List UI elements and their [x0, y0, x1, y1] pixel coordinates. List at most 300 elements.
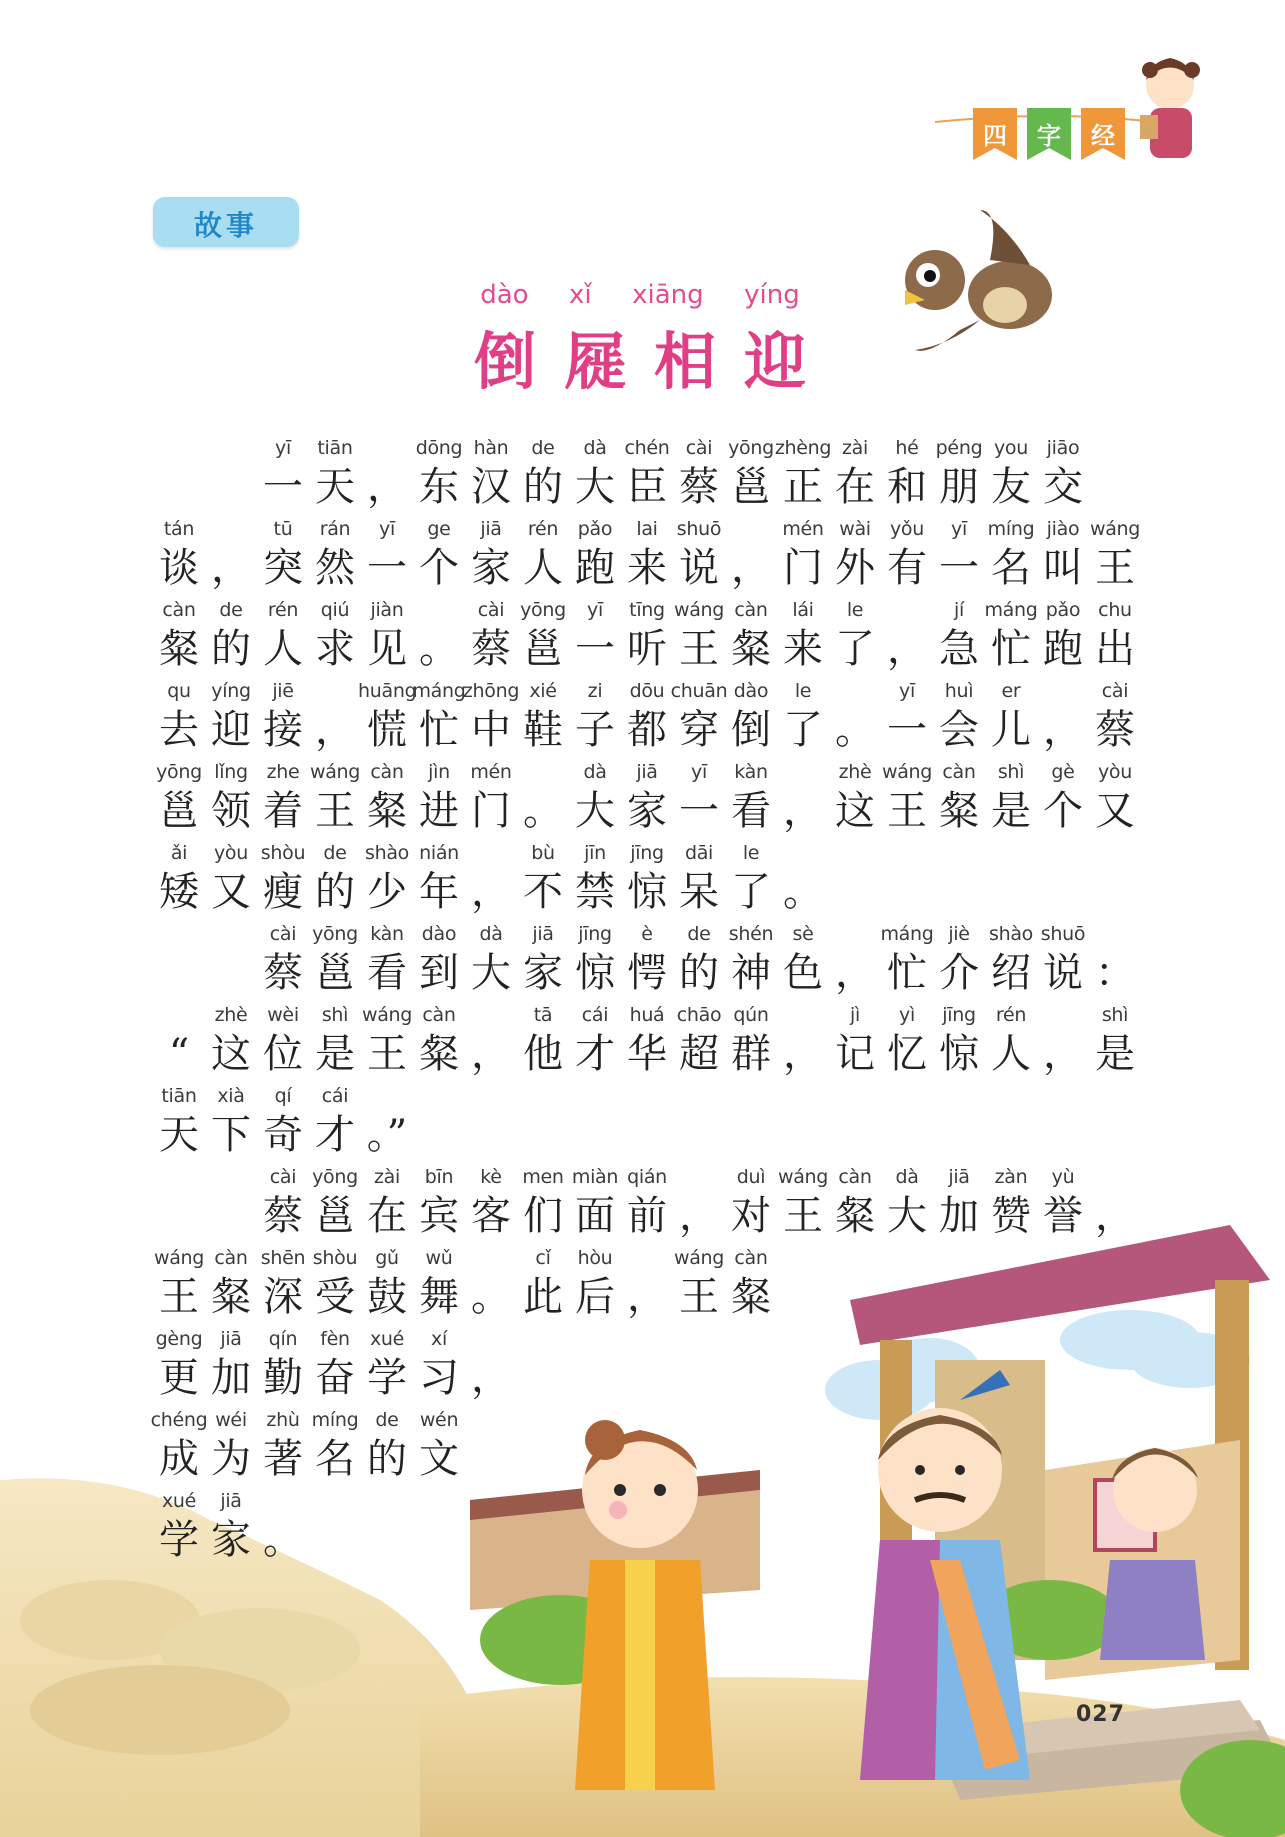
text-cell [306, 680, 364, 754]
hanzi: 王 [679, 626, 719, 672]
text-cell [930, 437, 988, 511]
pinyin [150, 1166, 208, 1192]
pinyin: jīn [584, 842, 606, 864]
text-cell [410, 1247, 468, 1321]
pinyin: wáng [881, 761, 933, 783]
hanzi: 神 [731, 950, 771, 996]
hanzi: 位 [263, 1031, 303, 1077]
text-cell [410, 1166, 468, 1240]
hanzi: 后 [575, 1274, 615, 1320]
pinyin: cǐ [535, 1247, 551, 1269]
pinyin: jí [954, 599, 964, 621]
pinyin: gèng [155, 1328, 203, 1350]
section-badge-label: 故事 [193, 209, 258, 242]
text-cell [878, 761, 936, 835]
pinyin: yì [899, 1004, 915, 1026]
pinyin: tā [533, 1004, 553, 1026]
text-cell [566, 923, 624, 997]
pinyin: lái [792, 599, 814, 621]
text-cell [930, 1166, 988, 1240]
text-cell [462, 437, 520, 511]
pinyin: càn [162, 599, 196, 621]
text-cell [722, 761, 780, 835]
hanzi: 领 [211, 788, 251, 834]
hanzi: 邕 [731, 464, 771, 510]
pinyin: dōu [629, 680, 665, 702]
pinyin [722, 518, 780, 544]
text-cell [566, 599, 624, 673]
text-cell [150, 518, 208, 592]
pinyin: wáng [309, 761, 361, 783]
hanzi: 一 [367, 545, 407, 591]
pinyin: men [522, 1166, 564, 1188]
pinyin: zhèng [774, 437, 832, 459]
pinyin: xié [529, 680, 557, 702]
text-cell [254, 680, 312, 754]
pinyin: xué [369, 1328, 405, 1350]
text-cell [410, 1328, 468, 1402]
text-line [150, 518, 1140, 598]
pinyin [254, 1490, 312, 1516]
pinyin [462, 842, 520, 868]
text-cell [722, 1166, 780, 1240]
text-cell [150, 1166, 208, 1192]
hanzi: 个 [1043, 788, 1083, 834]
hanzi: 奇 [263, 1112, 303, 1158]
text-cell [826, 437, 884, 511]
hanzi: 王 [315, 788, 355, 834]
text-cell [306, 1004, 364, 1078]
text-cell [566, 1247, 624, 1321]
hanzi: 加 [211, 1355, 251, 1401]
pinyin: míng [311, 1409, 359, 1431]
pinyin [202, 518, 260, 544]
text-cell [774, 923, 832, 997]
text-cell [982, 923, 1040, 997]
pinyin: yòu [1097, 761, 1132, 783]
hanzi: 惊 [627, 869, 667, 915]
pinyin: jiā [220, 1328, 242, 1350]
hanzi: ， [367, 464, 407, 510]
hanzi: 是 [991, 788, 1031, 834]
text-cell [514, 761, 572, 835]
pinyin: yōng [312, 923, 358, 945]
hanzi: ， [835, 950, 875, 996]
text-cell [358, 518, 416, 592]
hanzi: 王 [887, 788, 927, 834]
hanzi: 出 [1095, 626, 1135, 672]
hanzi: 前 [627, 1193, 667, 1239]
pinyin: ge [427, 518, 451, 540]
pinyin: yī [691, 761, 707, 783]
text-cell [150, 1247, 208, 1321]
text-cell [618, 761, 676, 835]
pinyin: de [323, 842, 347, 864]
pinyin [826, 923, 884, 949]
flag-2 [1027, 108, 1071, 160]
hanzi: 忙 [991, 626, 1031, 672]
hanzi: 鞋 [523, 707, 563, 753]
pinyin: cài [269, 1166, 297, 1188]
pinyin: wáng [673, 1247, 725, 1269]
pinyin: càn [838, 1166, 872, 1188]
pinyin: pǎo [577, 518, 613, 540]
pinyin: kàn [370, 923, 404, 945]
text-cell [254, 761, 312, 835]
pinyin: yī [587, 599, 603, 621]
hanzi: 蔡 [263, 1193, 303, 1239]
text-cell [722, 1247, 780, 1321]
text-cell [254, 923, 312, 997]
pinyin [1034, 680, 1092, 706]
hanzi: 忆 [887, 1031, 927, 1077]
pinyin: chāo [676, 1004, 722, 1026]
pinyin [618, 1247, 676, 1273]
hanzi: 谈 [159, 545, 199, 591]
hanzi: 粲 [211, 1274, 251, 1320]
pinyin: shén [728, 923, 774, 945]
text-cell [774, 599, 832, 673]
text-cell [670, 437, 728, 511]
pinyin: càn [942, 761, 976, 783]
pinyin: wáng [153, 1247, 205, 1269]
hanzi: 慌 [367, 707, 407, 753]
text-cell [514, 599, 572, 673]
text-cell [722, 842, 780, 916]
pinyin: wáng [361, 1004, 413, 1026]
hanzi: 一 [263, 464, 303, 510]
text-line [150, 1247, 1140, 1327]
text-cell [566, 518, 624, 592]
text-cell [930, 761, 988, 835]
text-cell [826, 599, 884, 673]
section-badge [153, 197, 299, 247]
hanzi: 臣 [627, 464, 667, 510]
hanzi: 到 [419, 950, 459, 996]
text-cell [1034, 923, 1092, 997]
text-cell [202, 1247, 260, 1321]
text-cell [462, 1328, 520, 1402]
hanzi: 家 [627, 788, 667, 834]
text-cell [410, 761, 468, 835]
hanzi: 急 [939, 626, 979, 672]
hanzi: 成 [159, 1436, 199, 1482]
text-cell [358, 842, 416, 916]
hanzi: 他 [523, 1031, 563, 1077]
pinyin: yōng [156, 761, 202, 783]
pinyin: jì [850, 1004, 860, 1026]
hanzi: 叫 [1043, 545, 1083, 591]
text-cell [982, 1166, 1040, 1240]
hanzi: 粲 [835, 1193, 875, 1239]
hanzi: ： [1095, 950, 1135, 996]
pinyin: kè [480, 1166, 502, 1188]
hanzi: 群 [731, 1031, 771, 1077]
text-cell [670, 761, 728, 835]
text-cell [826, 1166, 884, 1240]
hanzi: 蔡 [471, 626, 511, 672]
pinyin: xué [161, 1490, 197, 1512]
text-line [150, 1004, 1140, 1084]
text-cell [202, 518, 260, 592]
text-cell [514, 923, 572, 997]
text-cell [670, 842, 728, 916]
pinyin: jiè [948, 923, 970, 945]
text-cell [254, 599, 312, 673]
text-cell [670, 1004, 728, 1078]
pinyin: cài [477, 599, 505, 621]
title-char: 迎 [743, 325, 806, 398]
text-cell [202, 1409, 260, 1483]
hanzi: ， [783, 788, 823, 834]
text-cell [982, 599, 1040, 673]
hanzi: 。 [783, 869, 823, 915]
pinyin: shuō [1040, 923, 1086, 945]
hanzi: 为 [211, 1436, 251, 1482]
hanzi: 门 [783, 545, 823, 591]
hanzi: 这 [835, 788, 875, 834]
text-cell [150, 1085, 208, 1159]
text-cell [670, 1166, 728, 1240]
hanzi: ， [731, 545, 771, 591]
hanzi: 蔡 [263, 950, 303, 996]
text-cell [774, 680, 832, 754]
hanzi: 的 [523, 464, 563, 510]
pinyin: máng [412, 680, 466, 702]
text-cell [982, 1004, 1040, 1078]
hanzi: 王 [159, 1274, 199, 1320]
pinyin: rán [319, 518, 351, 540]
text-cell [982, 518, 1040, 592]
hanzi: 来 [783, 626, 823, 672]
hanzi: 中 [471, 707, 511, 753]
pinyin: càn [734, 599, 768, 621]
text-cell [982, 761, 1040, 835]
pinyin: jiàn [370, 599, 404, 621]
hanzi: 穿 [679, 707, 719, 753]
text-cell [462, 1166, 520, 1240]
text-cell [1034, 1004, 1092, 1078]
pinyin: huāng [358, 680, 417, 702]
hanzi: 的 [211, 626, 251, 672]
text-cell [254, 518, 312, 592]
pinyin: jīng [578, 923, 612, 945]
text-cell [618, 923, 676, 997]
text-cell [930, 680, 988, 754]
pinyin: yī [275, 437, 291, 459]
pinyin: shēn [260, 1247, 306, 1269]
text-cell [358, 761, 416, 835]
hanzi: 的 [315, 869, 355, 915]
hanzi: 跑 [1043, 626, 1083, 672]
hanzi: 著 [263, 1436, 303, 1482]
hanzi: ， [471, 1355, 511, 1401]
pinyin: càn [370, 761, 404, 783]
pinyin: dào [733, 680, 769, 702]
pinyin: jiāo [1046, 437, 1080, 459]
text-cell [618, 1004, 676, 1078]
text-cell [358, 599, 416, 673]
text-cell [930, 599, 988, 673]
hanzi: 着 [263, 788, 303, 834]
hanzi: 超 [679, 1031, 719, 1077]
pinyin: wáng [777, 1166, 829, 1188]
hanzi: 的 [679, 950, 719, 996]
pinyin: hòu [577, 1247, 613, 1269]
hanzi: 才 [315, 1112, 355, 1158]
hanzi: 迎 [211, 707, 251, 753]
hanzi: 客 [471, 1193, 511, 1239]
text-cell [202, 437, 260, 463]
text-cell [618, 1166, 676, 1240]
text-cell [618, 680, 676, 754]
hanzi: 赞 [991, 1193, 1031, 1239]
text-cell [150, 437, 208, 463]
hanzi: 奋 [315, 1355, 355, 1401]
pinyin: bīn [424, 1166, 454, 1188]
pinyin: è [641, 923, 653, 945]
hanzi: 汉 [471, 464, 511, 510]
text-cell [982, 437, 1040, 511]
pinyin [514, 761, 572, 787]
title-chars-row [460, 312, 820, 401]
pinyin: tiān [161, 1085, 197, 1107]
hanzi: 人 [991, 1031, 1031, 1077]
pinyin: càn [214, 1247, 248, 1269]
hanzi: 又 [211, 869, 251, 915]
text-cell [618, 842, 676, 916]
hanzi: 绍 [991, 950, 1031, 996]
pinyin [1086, 1166, 1144, 1192]
pinyin [826, 680, 884, 706]
hanzi: 瘦 [263, 869, 303, 915]
hanzi: 习 [419, 1355, 459, 1401]
pinyin: dà [895, 1166, 919, 1188]
pinyin [774, 1004, 832, 1030]
text-cell [462, 842, 520, 916]
pinyin: shào [364, 842, 409, 864]
text-cell [410, 842, 468, 916]
pinyin: qu [167, 680, 191, 702]
text-cell [358, 1409, 416, 1483]
hanzi: 家 [523, 950, 563, 996]
text-cell [1034, 518, 1092, 592]
pinyin: wǔ [425, 1247, 453, 1269]
text-cell [358, 1247, 416, 1321]
text-cell [566, 1004, 624, 1078]
text-cell [410, 923, 468, 997]
hanzi: ， [471, 869, 511, 915]
pinyin: hàn [473, 437, 509, 459]
pinyin: de [219, 599, 243, 621]
hanzi: 华 [627, 1031, 667, 1077]
hanzi: 是 [1095, 1031, 1135, 1077]
pinyin: huì [944, 680, 974, 702]
text-cell [150, 1004, 208, 1078]
hanzi: 一 [939, 545, 979, 591]
pinyin [150, 1004, 208, 1030]
text-cell [306, 518, 364, 592]
text-cell [462, 680, 520, 754]
flag-1-char: 四 [983, 122, 1007, 150]
text-line [150, 923, 1140, 1003]
text-cell [150, 599, 208, 673]
pinyin [358, 1085, 416, 1111]
pinyin: ǎi [170, 842, 188, 864]
hanzi: 。 [523, 788, 563, 834]
text-cell [150, 1328, 208, 1402]
hanzi: 粲 [419, 1031, 459, 1077]
pinyin [1034, 1004, 1092, 1030]
pinyin: de [531, 437, 555, 459]
hanzi: ， [783, 1031, 823, 1077]
text-cell [566, 680, 624, 754]
pinyin [1086, 923, 1144, 949]
pinyin: qún [733, 1004, 769, 1026]
pinyin [150, 923, 208, 949]
text-cell [1034, 1166, 1092, 1240]
hanzi: 鼓 [367, 1274, 407, 1320]
hanzi: 然 [315, 545, 355, 591]
text-cell [306, 923, 364, 997]
page-number: 027 [1076, 1702, 1125, 1727]
hanzi: 。 [419, 626, 459, 672]
pinyin: dāi [684, 842, 714, 864]
hanzi: 色 [783, 950, 823, 996]
pinyin: wén [419, 1409, 459, 1431]
pinyin: mén [470, 761, 512, 783]
pinyin: wáng [673, 599, 725, 621]
pinyin: péng [935, 437, 983, 459]
pinyin: yōng [520, 599, 566, 621]
hanzi: 见 [367, 626, 407, 672]
pinyin: cài [1101, 680, 1129, 702]
title-pinyin: yíng [744, 280, 800, 310]
pinyin: jiā [636, 761, 658, 783]
text-cell [878, 923, 936, 997]
title-pinyin: xǐ [569, 280, 592, 310]
hanzi: 忙 [887, 950, 927, 996]
hanzi: 突 [263, 545, 303, 591]
hanzi: 介 [939, 950, 979, 996]
pinyin: jiē [272, 680, 294, 702]
text-cell [774, 437, 832, 511]
text-cell [358, 1085, 416, 1159]
hanzi: 禁 [575, 869, 615, 915]
text-cell [150, 680, 208, 754]
text-cell [1086, 1004, 1144, 1078]
text-cell [826, 761, 884, 835]
pinyin: hé [895, 437, 919, 459]
hanzi: 面 [575, 1193, 615, 1239]
pinyin: shào [988, 923, 1033, 945]
text-cell [722, 923, 780, 997]
text-cell [150, 1490, 208, 1564]
hanzi: 惊 [575, 950, 615, 996]
title-pinyin: xiāng [632, 280, 704, 310]
hanzi: 倒 [731, 707, 771, 753]
text-cell [774, 761, 832, 835]
hanzi: 正 [783, 464, 823, 510]
text-cell [150, 842, 208, 916]
text-cell [254, 1166, 312, 1240]
pinyin: you [993, 437, 1028, 459]
text-line [150, 1328, 1140, 1408]
hanzi: ， [211, 545, 251, 591]
hanzi: 惊 [939, 1031, 979, 1077]
text-cell [774, 842, 832, 916]
pinyin: shì [321, 1004, 349, 1026]
